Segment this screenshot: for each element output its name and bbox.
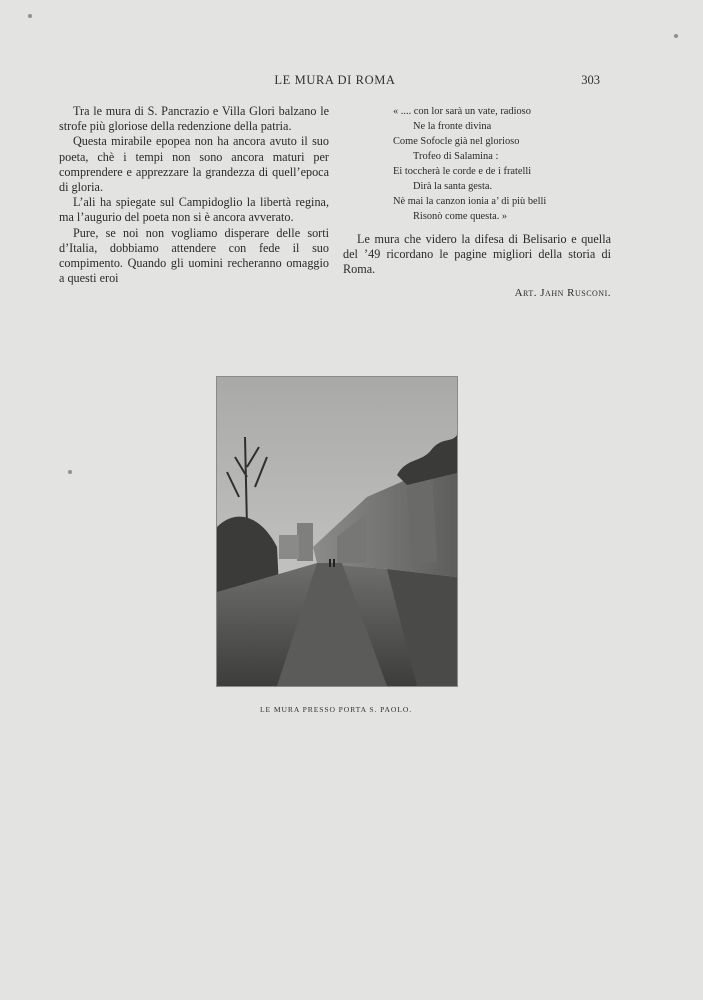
- poem-line: Come Sofocle già nel glorioso: [393, 136, 520, 147]
- paper-speck: [68, 470, 72, 474]
- poem-line: Nè mai la canzon ionia a’ di più belli: [393, 196, 547, 207]
- photograph-roman-walls: [216, 376, 458, 687]
- poem-line: Trofeo di Salamina :: [413, 151, 499, 162]
- poem-line: Ne la fronte divina: [413, 121, 492, 132]
- running-header: LE MURA DI ROMA: [274, 73, 396, 87]
- paragraph: Le mura che videro la difesa di Belisario e quella del ’49 ricordano le pagine migliori della storia di Roma.: [343, 232, 611, 277]
- paragraph: Questa mirabile epopea non ha ancora avuto il suo poeta, chè i tempi non sono ancora maturi per comprendere e apprezzare la grandezza di quell’epoca di gloria.: [59, 134, 329, 195]
- poem-line: Dirà la santa gesta.: [413, 181, 493, 192]
- paragraph: Tra le mura di S. Pancrazio e Villa Glori balzano le strofe più gloriose della redenzione della patria.: [59, 104, 329, 134]
- paper-speck: [28, 14, 32, 18]
- figure-caption: LE MURA PRESSO PORTA S. PAOLO.: [259, 705, 413, 714]
- poem-quotation: [393, 104, 611, 224]
- page-number: 303: [581, 73, 600, 87]
- paper-speck: [674, 34, 678, 38]
- right-text-column: [343, 104, 611, 301]
- paragraph: Pure, se noi non vogliamo disperare delle sorti d’Italia, dobbiamo attendere con fede il suo compimento. Quando gli uomini recheranno omaggio a questi eroi: [59, 225, 329, 286]
- author-signature: Art. Jahn Rusconi.: [514, 286, 611, 299]
- poem-line: Ei toccherà le corde e de i fratelli: [393, 166, 532, 177]
- poem-line: « .... con lor sarà un vate, radioso: [393, 106, 531, 117]
- left-text-column: [59, 104, 329, 286]
- poem-line: Risonò come questa. »: [413, 211, 508, 222]
- paragraph: L’ali ha spiegate sul Campidoglio la libertà regina, ma l’augurio del poeta non si è ancora avverato.: [59, 195, 329, 225]
